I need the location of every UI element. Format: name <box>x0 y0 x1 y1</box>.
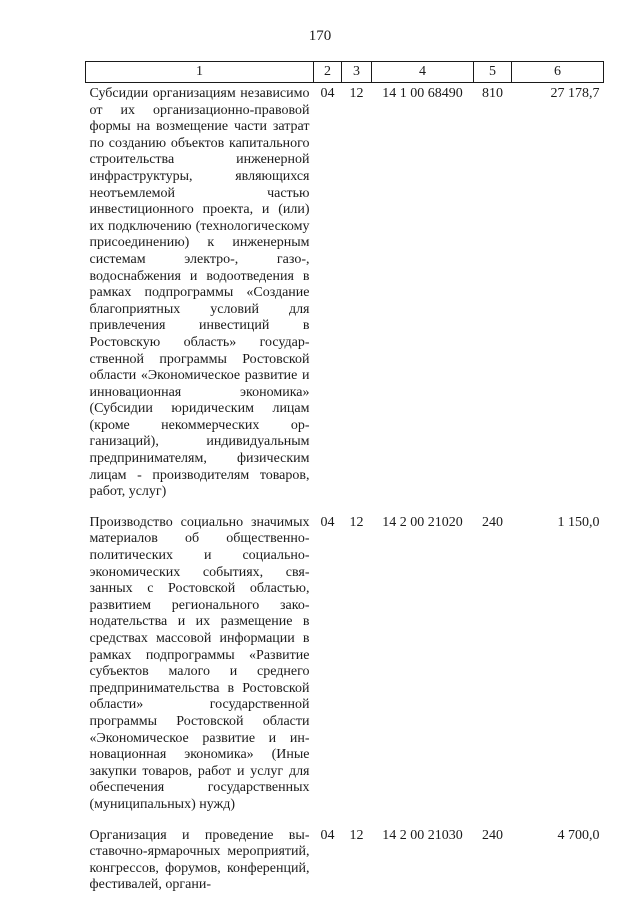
table-header <box>86 62 604 83</box>
row-description: Организация и проведение выставочно-ярмарочных мероприятий, конгрессов, форумов, конференций, фестивалей, органи- <box>89 827 310 893</box>
row-target-article: 14 1 00 68490 <box>382 86 463 101</box>
row-expense-type: 240 <box>482 514 503 530</box>
row-description: Субсидии организациям независимо от их организационно-правовой формы на возмещение части затрат по созданию объектов капитального строительства инженерной инфраструктуры, являющихся неотъемлемой частью инвестиционного проекта, и (или) их подключению (технологическому присоединению) к инженерным системам электро-, газо-, водоснабжения и водоотведения в рамках подпрограммы «Создание благоприятных условий для привлечения инвестиций в Ростовскую область» государственной программы Ростовской области «Экономическое развитие и инновационная экономика» (Субсидии юридическим лицам (кроме некоммерческих организаций), индивидуальным предпринимателям, физическим лицам - производителям товаров, работ, услуг) <box>89 86 310 500</box>
row-section: 04 <box>320 86 335 101</box>
table-row <box>86 83 604 515</box>
table-row <box>86 828 604 894</box>
column-header-6: 6 <box>512 62 604 83</box>
row-target-article: 14 2 00 21020 <box>382 514 463 530</box>
header-row <box>86 62 604 83</box>
row-section: 04 <box>320 514 335 530</box>
row-target-article: 14 2 00 21030 <box>382 827 463 843</box>
budget-table <box>85 61 604 894</box>
column-header-3: 3 <box>342 62 372 83</box>
column-header-1: 1 <box>86 62 314 83</box>
row-amount: 1 150,0 <box>557 514 600 530</box>
column-header-5: 5 <box>474 62 512 83</box>
row-description: Производство социально значимых материалов об общественно-политических и социально-экономических событиях, связанных с Ростовской областью, развитием регионального законодательства и их размещение в средствах массовой информации в рамках подпрограммы «Развитие субъектов малого и среднего предпринимательства в Ростовской области» государственной программы Ростовской области «Экономическое развитие и инновационная экономика» (Иные закупки товаров, работ и услуг для обеспечения государственных (муниципальных) нужд) <box>89 514 310 812</box>
row-expense-type: 240 <box>482 827 503 843</box>
page-number: 170 <box>308 28 332 44</box>
row-amount: 4 700,0 <box>557 827 600 843</box>
row-subsection: 12 <box>349 827 364 843</box>
row-expense-type: 810 <box>482 86 503 101</box>
row-subsection: 12 <box>349 514 364 530</box>
row-amount: 27 178,7 <box>550 86 600 101</box>
column-header-4: 4 <box>372 62 474 83</box>
row-subsection: 12 <box>349 86 364 101</box>
table-row <box>86 515 604 828</box>
row-section: 04 <box>320 827 335 843</box>
column-header-2: 2 <box>314 62 342 83</box>
